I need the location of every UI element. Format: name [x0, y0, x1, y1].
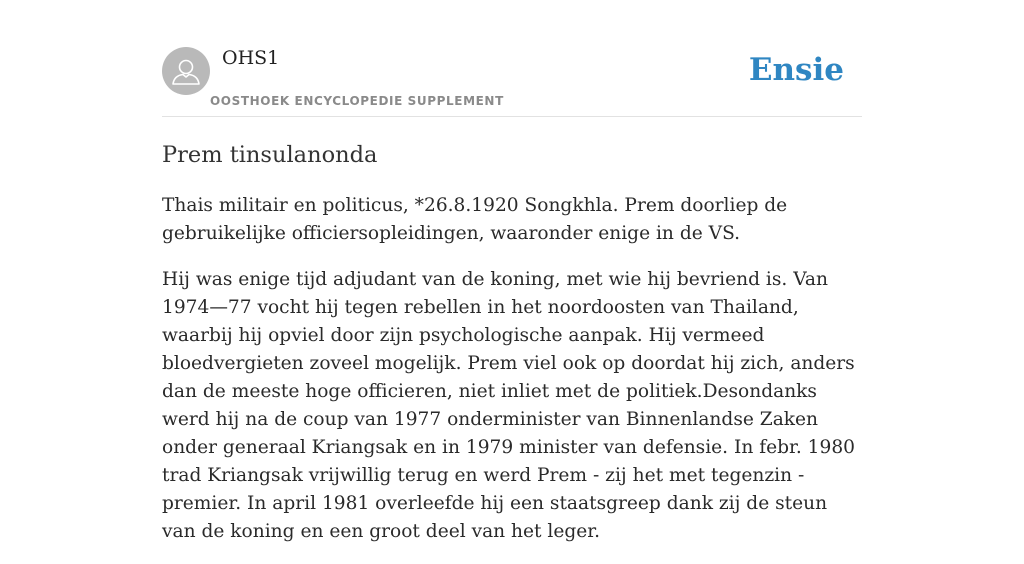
paragraph: Hij was enige tijd adjudant van de koning, met wie hij bevriend is. Van 1974—77 vocht hij tegen rebellen in het noordoosten van Thailand, waarbij hij opviel door zijn psychologische aanpak. Hij vermeed bloedvergieten zoveel mogelijk. Prem viel ook op doordat hij zich, anders dan de meeste hoge officieren, niet inliet met de politiek.Desondanks werd hij na de coup van 1977 onderminister van Binnenlandse Zaken onder generaal Kriangsak en in 1979 minister van defensie. In febr. 1980 trad Kriangsak vrijwillig terug en werd Prem - zij het met tegenzin - premier. In april 1981 overleefde hij een staatsgreep dank zij de steun van de koning en een groot deel van het leger.	[162, 269, 855, 542]
page-title: Prem tinsulanonda	[162, 142, 378, 168]
user-silhouette-icon	[162, 47, 210, 95]
paragraph: Thais militair en politicus, *26.8.1920 Songkhla. Prem doorliep de gebruikelijke officiersopleidingen, waaronder enige in de VS.	[162, 195, 788, 244]
article-body	[162, 192, 862, 564]
header	[162, 0, 862, 117]
site-logo[interactable]: Ensie	[748, 52, 844, 88]
author-name[interactable]: OHS1	[222, 47, 280, 69]
source-label[interactable]: OOSTHOEK ENCYCLOPEDIE SUPPLEMENT	[210, 94, 504, 108]
avatar[interactable]	[162, 47, 210, 95]
